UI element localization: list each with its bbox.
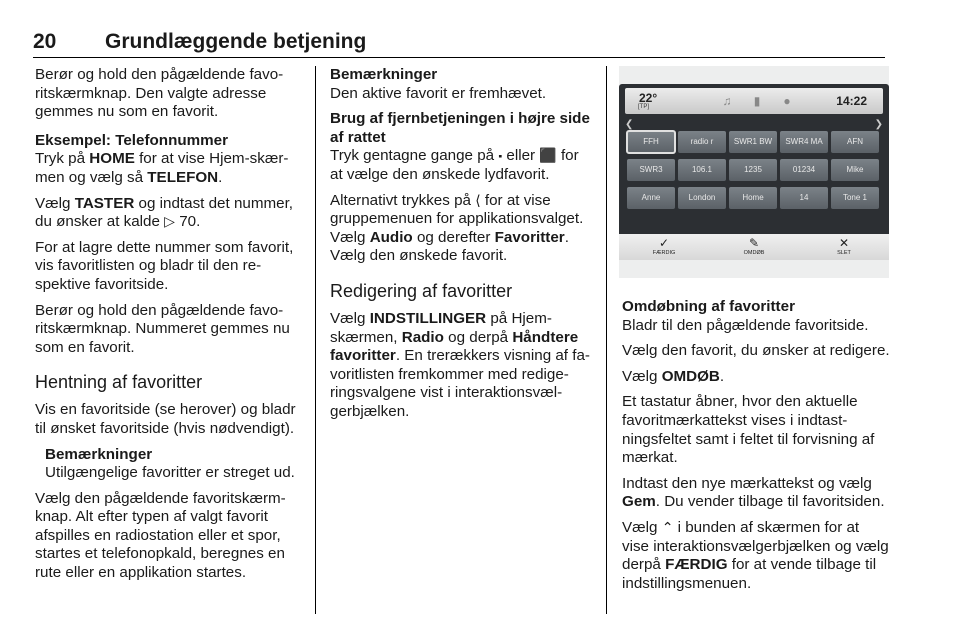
subheading: Brug af fjernbetjeningen i højre side af rattet	[330, 110, 590, 146]
close-icon: ✕	[838, 236, 850, 250]
favorite-button[interactable]: SWR3	[627, 159, 675, 181]
infotainment-screenshot	[619, 66, 889, 278]
music-icon: ♫	[722, 94, 732, 108]
paragraph: Bladr til den pågældende favoritside.	[622, 316, 869, 334]
section-heading: Hentning af favoritter	[35, 372, 203, 393]
tp-indicator: [TP]	[638, 104, 650, 110]
favorite-button[interactable]: 14	[780, 187, 828, 209]
column-divider	[315, 66, 316, 614]
paragraph: Vælg den favorit, du ønsker at redigere.	[622, 342, 890, 360]
display	[619, 84, 889, 260]
note-title: Bemærkninger	[330, 66, 438, 83]
favorite-button[interactable]: Home	[729, 187, 777, 209]
favorite-button[interactable]: FFH	[627, 131, 675, 153]
favorite-button[interactable]: AFN	[831, 131, 879, 153]
nav-icon: ●	[783, 94, 791, 108]
pencil-icon: ✎	[748, 236, 760, 250]
chevron-up-icon: ⌃	[661, 519, 674, 536]
note-text: Den aktive favorit er fremhævet.	[330, 84, 547, 102]
favorite-button[interactable]: SWR1 BW	[729, 131, 777, 153]
page-number: 20	[33, 30, 57, 53]
favorite-button[interactable]: SWR4 MA	[780, 131, 828, 153]
paragraph: Vælg TASTER og indtast det nummer, du ønsker at kalde ▷ 70.	[35, 194, 294, 231]
paragraph: Vælg INDSTILLINGER på Hjem-skærmen, Radio og derpå Håndtere favoritter. En trerækkers visning af favoritlisten fremkommer med redigeringsvalgene vist i interaktionsvælgerbjælken.	[330, 309, 590, 420]
clock: 14:22	[836, 94, 867, 108]
subheading: Omdøbning af favoritter	[622, 298, 795, 315]
favorite-down-icon: ⬛	[539, 148, 557, 165]
section-heading: Redigering af favoritter	[330, 280, 513, 301]
paragraph: Vælg OMDØB.	[622, 367, 725, 385]
temperature: 22°	[639, 91, 658, 105]
example-heading: Eksempel: Telefonnummer	[35, 131, 228, 149]
column-3	[622, 298, 890, 600]
header-rule	[33, 57, 885, 58]
paragraph: Berør og hold den pågældende favoritskærmknap. Nummeret gemmes nu som en favorit.	[35, 301, 290, 356]
note-text: Utilgængelige favoritter er streget ud.	[45, 464, 295, 482]
paragraph: Tryk på HOME for at vise Hjem-skærmen og vælg så TELEFON.	[35, 150, 289, 186]
favorite-up-icon: ⬝	[498, 148, 503, 165]
status-bar	[625, 88, 883, 114]
paragraph: Berør og hold den pågældende favoritskærmknap. Den valgte adresse gemmes nu som en favorit.	[35, 66, 284, 121]
done-button[interactable]: ✓ FÆRDIG	[634, 236, 694, 256]
column-2	[330, 66, 594, 429]
page-ref-icon: ▷	[164, 214, 175, 231]
column-divider	[606, 66, 607, 614]
check-icon: ✓	[658, 236, 670, 250]
phone-icon: ▮	[753, 94, 761, 108]
delete-button[interactable]: ✕ SLET	[814, 236, 874, 256]
page-header	[33, 30, 366, 54]
favorite-button[interactable]: Tone 1	[831, 187, 879, 209]
next-page-icon[interactable]: ❯	[874, 119, 883, 130]
favorite-button[interactable]: 1235	[729, 159, 777, 181]
paragraph: Tryk gentagne gange på ⬝ eller ⬛ for at vælge den ønskede lydfavorit.	[330, 147, 579, 183]
favorite-button[interactable]: 106.1	[678, 159, 726, 181]
paragraph: For at lagre dette nummer som favorit, vis favoritlisten og bladr til den respektive favoritside.	[35, 238, 294, 293]
column-1	[35, 66, 303, 590]
paragraph: Alternativt trykkes på ⟨ for at vise gruppemenuen for applikationsvalget. Vælg Audio og derefter Favoritter. Vælg den ønskede favorit.	[330, 191, 584, 265]
note-title: Bemærkninger	[45, 445, 153, 463]
favorite-button[interactable]: 01234	[780, 159, 828, 181]
favorite-button[interactable]: Anne	[627, 187, 675, 209]
favorite-button[interactable]: radio r	[678, 131, 726, 153]
paragraph: Vælg ⌃ i bunden af skærmen for at vise interaktionsvælgerbjælken og vælg derpå FÆRDIG for at vende tilbage til indstillingsmenuen.	[622, 518, 889, 592]
paragraph: Et tastatur åbner, hvor den aktuelle favoritmærkattekst vises i indtastningsfeltet samt i feltet til forvisning af mærkat.	[622, 393, 875, 467]
favorite-button[interactable]: London	[678, 187, 726, 209]
paragraph: Vælg den pågældende favoritskærmknap. Alt efter typen af valgt favorit afspilles en radiostation eller et spor, startes et telefonopkald, beregnes en rute eller en applikation startes.	[35, 489, 286, 582]
interaction-selector-bar	[619, 234, 889, 260]
paragraph: Vis en favoritside (se herover) og bladr til ønsket favoritside (hvis nødvendigt).	[35, 401, 296, 437]
paragraph: Indtast den nye mærkattekst og vælg Gem. Du vender tilbage til favoritsiden.	[622, 474, 885, 511]
note	[45, 446, 303, 483]
page-title: Grundlæggende betjening	[105, 30, 367, 53]
rename-button[interactable]: ✎ OMDØB	[724, 236, 784, 256]
favorite-button[interactable]: Mike	[831, 159, 879, 181]
back-chevron-icon: ⟨	[475, 192, 481, 209]
prev-page-icon[interactable]: ❮	[625, 119, 634, 130]
